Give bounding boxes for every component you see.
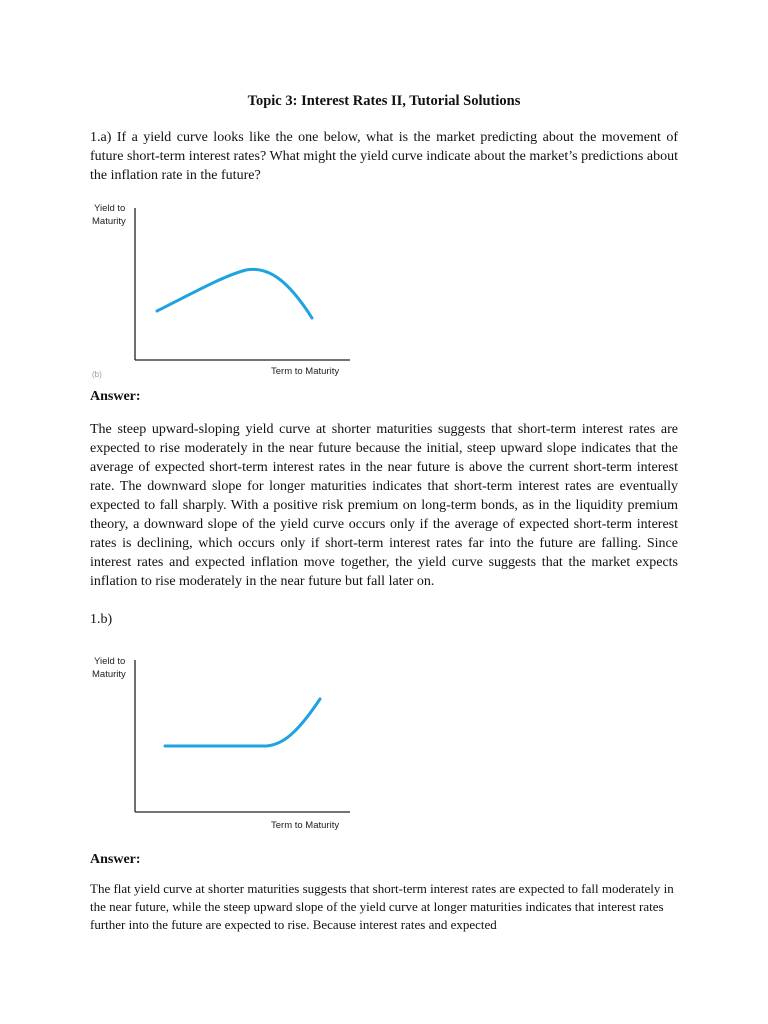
y-axis-label-line1: Yield to <box>94 656 126 667</box>
y-axis-label-line1: Yield to <box>94 203 126 214</box>
panel-tag: (b) <box>92 370 102 379</box>
yield-curve-figure-1b <box>88 652 358 834</box>
yield-curve-flat-then-rising <box>165 699 320 746</box>
answer-1b: The flat yield curve at shorter maturities suggests that short-term interest rates are expected to fall moderately in the near future, while the steep upward slope of the yield curve at longer maturities indicates that interest rates further into the future are expected to rise. Because interest rates and expected <box>90 881 674 932</box>
question-1b-label: 1.b) <box>90 612 113 627</box>
answer-1a: The steep upward-sloping yield curve at shorter maturities suggests that short-term interest rates are expected to rise moderately in the near future because the initial, steep upward slope indicates that the average of expected short-term interest rates in the near future is above the current short-term interest rate. The downward slope for longer maturities indicates that short-term interest rates are eventually expected to fall sharply. With a positive risk premium on long-term bonds, as in the liquidity premium theory, a downward slope of the yield curve occurs only if the average of expected short-term interest rates is declining, which occurs only if short-term interest rates far into the future are falling. Since interest rates and expected inflation move together, the yield curve suggests that the market expects inflation to rise moderately in the near future but fall later on. <box>90 422 678 589</box>
question-1a: 1.a) If a yield curve looks like the one below, what is the market predicting about the movement of future short-term interest rates? What might the yield curve indicate about the market’s predictions about the inflation rate in the future? <box>90 130 678 183</box>
y-axis-label-line2: Maturity <box>92 669 126 680</box>
answer-heading-1a: Answer: <box>90 389 141 404</box>
answer-heading-1b: Answer: <box>90 852 141 867</box>
yield-curve-humped <box>157 269 312 318</box>
page-title: Topic 3: Interest Rates II, Tutorial Solutions <box>247 93 521 109</box>
x-axis-label: Term to Maturity <box>271 820 340 831</box>
y-axis-label-line2: Maturity <box>92 216 126 227</box>
yield-curve-figure-1a <box>88 200 358 380</box>
x-axis-label: Term to Maturity <box>271 366 340 377</box>
